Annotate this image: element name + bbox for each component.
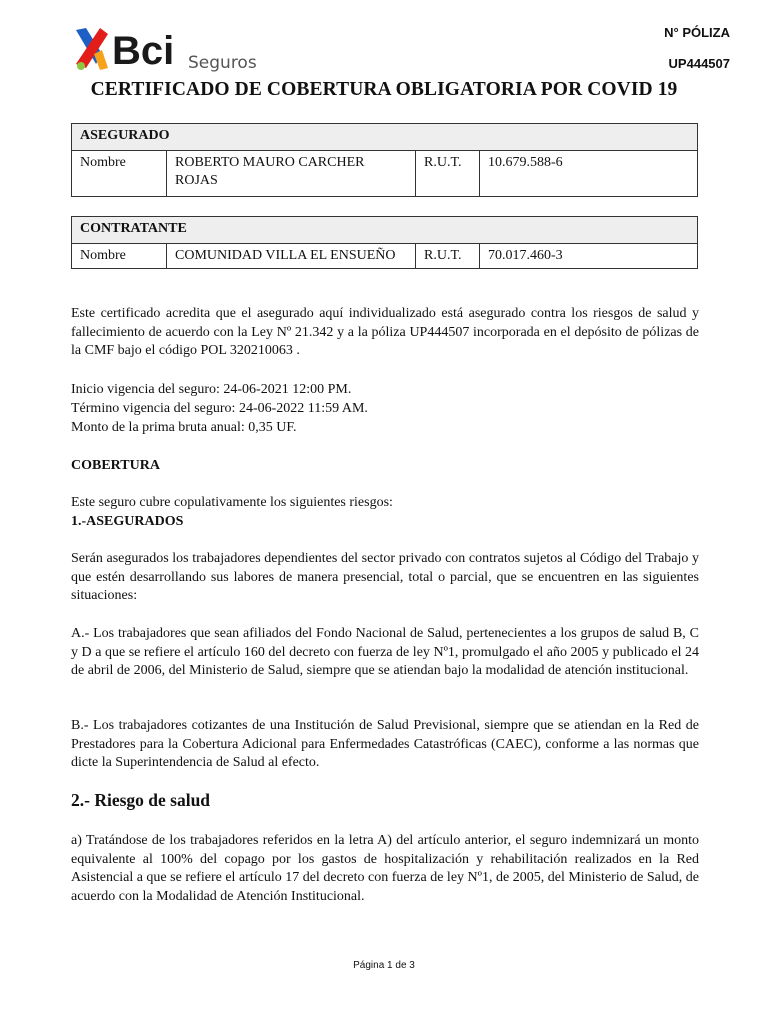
contratante-header: CONTRATANTE	[72, 217, 698, 244]
riesgo-a: a) Tratándose de los trabajadores referidos en la letra A) del artículo anterior, el seguro indemnizará un monto equivalente al 100% del copago por los gastos de hospitalización y rehabilitación realizados en la Red Asistencial a que se refiere el artículo 17 del decreto con fuerza de ley Nº1, de 2005, del Ministerio de Salud, de acuerdo con la Modalidad de Atención Institucional.	[71, 833, 699, 904]
asegurado-nombre-value: ROBERTO MAURO CARCHER ROJAS	[167, 151, 416, 197]
poliza-label: N° PÓLIZA	[664, 25, 730, 40]
contratante-rut-value: 70.017.460-3	[480, 244, 698, 269]
item-a: A.- Los trabajadores que sean afiliados del Fondo Nacional de Salud, pertenecientes a los grupos de salud B, C y D a que se refiere el artículo 160 del decreto con fuerza de ley Nº1, promulgado el año 2005 y publicado el 24 de abril de 2006, del Ministerio de Salud, siempre que se atiendan bajo la modalidad de atención institucional.	[71, 626, 699, 679]
asegurado-header: ASEGURADO	[72, 124, 698, 151]
contratante-nombre-value: COMUNIDAD VILLA EL ENSUEÑO	[167, 244, 416, 269]
cobertura-heading: COBERTURA	[71, 458, 160, 473]
intro-paragraph: Este certificado acredita que el asegurado aquí individualizado está asegurado contra los riesgos de salud y fallecimiento de acuerdo con la Ley Nº 21.342 y a la póliza UP444507 incorporada en el depósito de pólizas de la CMF bajo el código POL 320210063 .	[71, 306, 699, 359]
contratante-nombre-label: Nombre	[72, 244, 167, 269]
prima-monto: Monto de la prima bruta anual: 0,35 UF.	[71, 420, 297, 435]
asegurados-text: Serán asegurados los trabajadores dependientes del sector privado con contratos sujetos al Código del Trabajo y que estén desarrollando sus labores de manera presencial, total o parcial, que se encuentren en las siguientes situaciones:	[71, 551, 699, 604]
page-title: CERTIFICADO DE COBERTURA OBLIGATORIA POR COVID 19	[90, 79, 678, 100]
asegurado-rut-value: 10.679.588-6	[480, 151, 698, 197]
vigencia-inicio: Inicio vigencia del seguro: 24-06-2021 12:00 PM.	[71, 382, 352, 397]
asegurados-heading: 1.-ASEGURADOS	[71, 514, 184, 529]
vigencia-termino: Término vigencia del seguro: 24-06-2022 11:59 AM.	[71, 401, 368, 416]
poliza-number: UP444507	[668, 56, 730, 71]
bci-seguros-logo	[72, 24, 262, 74]
contratante-rut-label: R.U.T.	[416, 244, 480, 269]
cobertura-intro: Este seguro cubre copulativamente los siguientes riesgos:	[71, 495, 393, 510]
asegurado-rut-label: R.U.T.	[416, 151, 480, 197]
page-footer: Página 1 de 3	[353, 960, 415, 971]
brand-sub: Seguros	[188, 53, 257, 73]
item-b: B.- Los trabajadores cotizantes de una Institución de Salud Previsional, siempre que se atiendan en la Red de Prestadores para la Cobertura Adicional para Enfermedades Catastróficas (CAEC), conforme a las normas que dicte la Superintendencia de Salud al efecto.	[71, 718, 699, 771]
riesgo-heading: 2.- Riesgo de salud	[71, 790, 211, 810]
asegurado-table	[71, 123, 698, 197]
asegurado-nombre-label: Nombre	[72, 151, 167, 197]
brand-name: Bci	[112, 29, 175, 73]
contratante-table	[71, 216, 698, 269]
